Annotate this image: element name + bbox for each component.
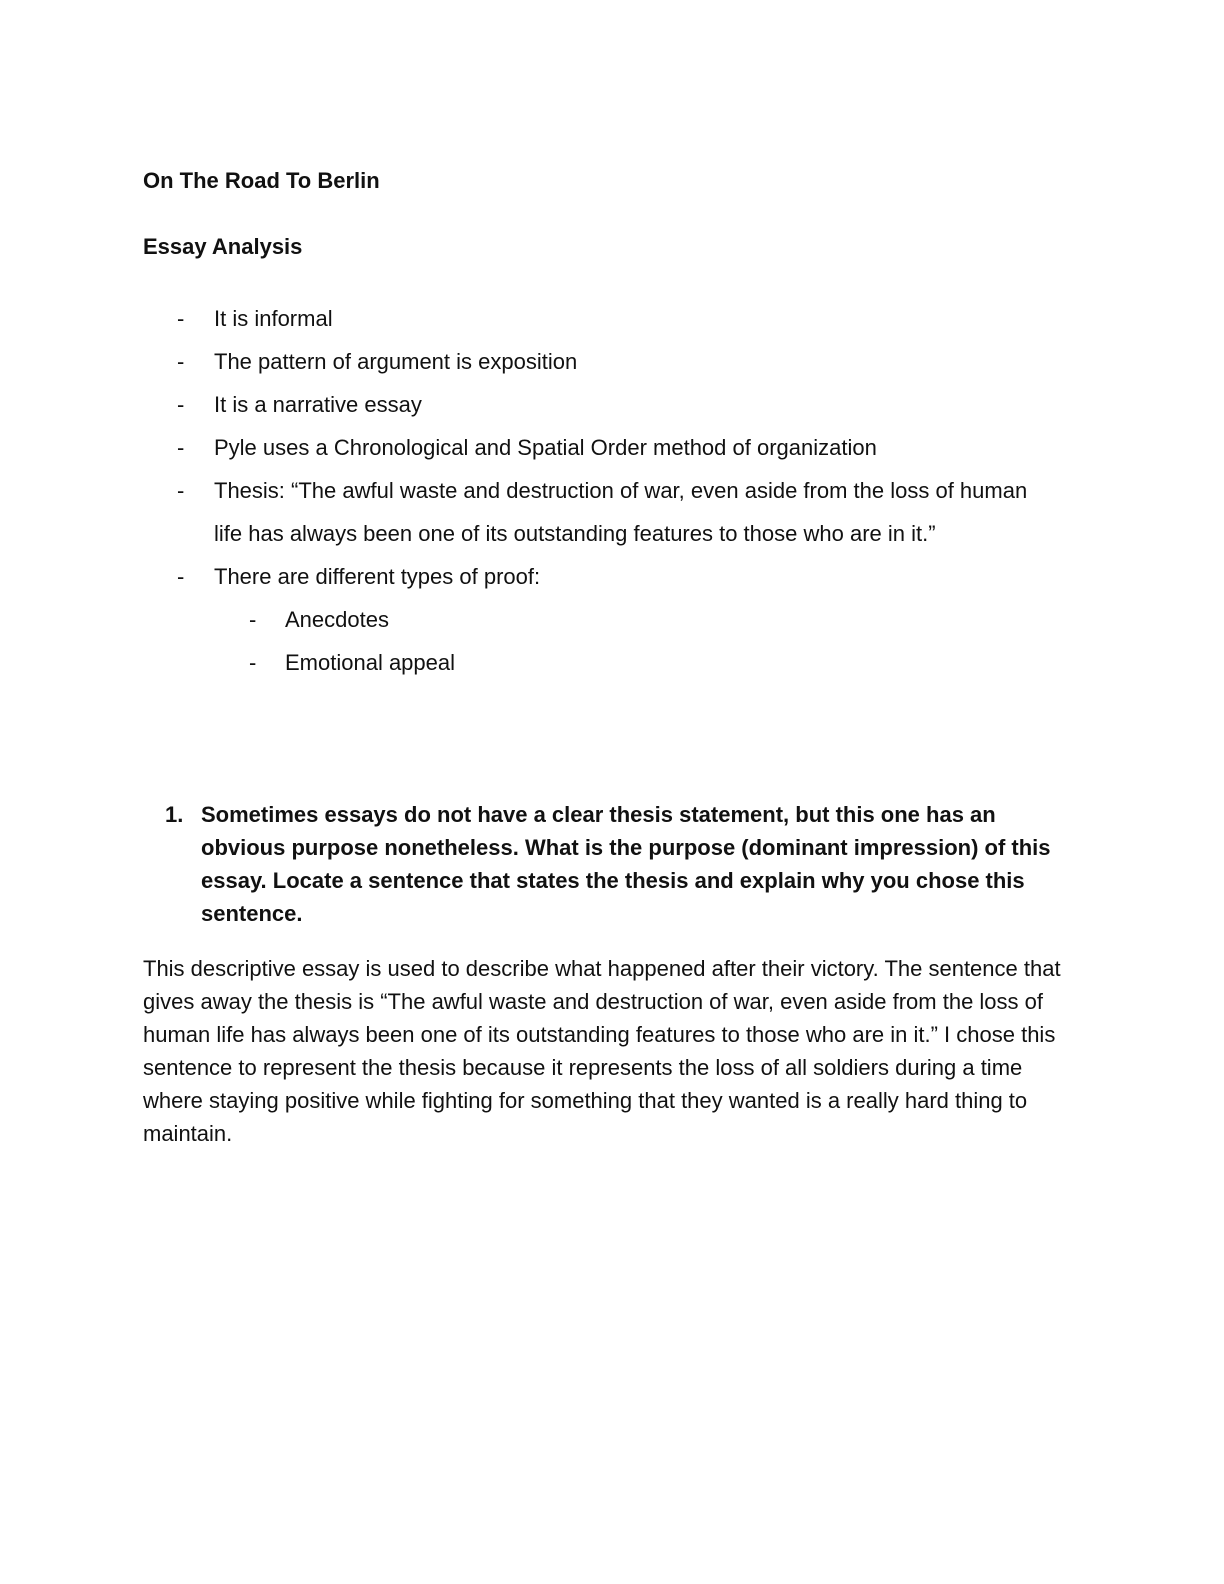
answer-paragraph: This descriptive essay is used to describe what happened after their victory. The sentence that gives away the thesis is “The awful waste and destruction of war, even aside from the loss of human life has always been one of its outstanding features to those who are in it.” I chose this sentence to represent the thesis because it represents the loss of all soldiers during a time where staying positive while fighting for something that they wanted is a really hard thing to maintain. (143, 956, 1061, 1146)
bullet-dash: - (177, 306, 185, 331)
question-number: 1. (165, 802, 184, 827)
section-heading: Essay Analysis (143, 234, 303, 259)
list-item-text: It is informal (214, 306, 333, 331)
list-item (0, 297, 1054, 340)
question-block (165, 798, 1075, 930)
list-item (0, 469, 1054, 555)
bullet-dash: - (177, 349, 185, 374)
list-item-text: The pattern of argument is exposition (214, 349, 578, 374)
list-item-text: It is a narrative essay (214, 392, 422, 417)
sub-list-item (0, 598, 1055, 641)
sub-list-item-text: Emotional appeal (285, 650, 456, 675)
list-item-text: Pyle uses a Chronological and Spatial Order method of organization (214, 435, 877, 460)
bullet-dash: - (177, 564, 185, 589)
list-item (0, 555, 1054, 598)
list-item-text: There are different types of proof: (214, 564, 541, 589)
bullet-dash: - (177, 478, 185, 503)
bullet-dash: - (249, 607, 257, 632)
list-item (0, 340, 1054, 383)
sub-list-item-text: Anecdotes (285, 607, 389, 632)
bullet-dash: - (177, 392, 185, 417)
sub-list-item (0, 641, 1055, 684)
list-item (0, 426, 1054, 469)
analysis-bullet-list (0, 297, 1224, 684)
bullet-dash: - (249, 650, 257, 675)
bullet-dash: - (177, 435, 185, 460)
question-text: Sometimes essays do not have a clear thesis statement, but this one has an obvious purpose nonetheless. What is the purpose (dominant impression) of this essay. Locate a sentence that states the thesis and explain why you chose this sentence. (201, 802, 1051, 926)
list-item-text: Thesis: “The awful waste and destruction of war, even aside from the loss of human life has always been one of its outstanding features to those who are in it.” (214, 478, 1028, 546)
list-item (0, 383, 1054, 426)
document-title: On The Road To Berlin (143, 168, 380, 193)
